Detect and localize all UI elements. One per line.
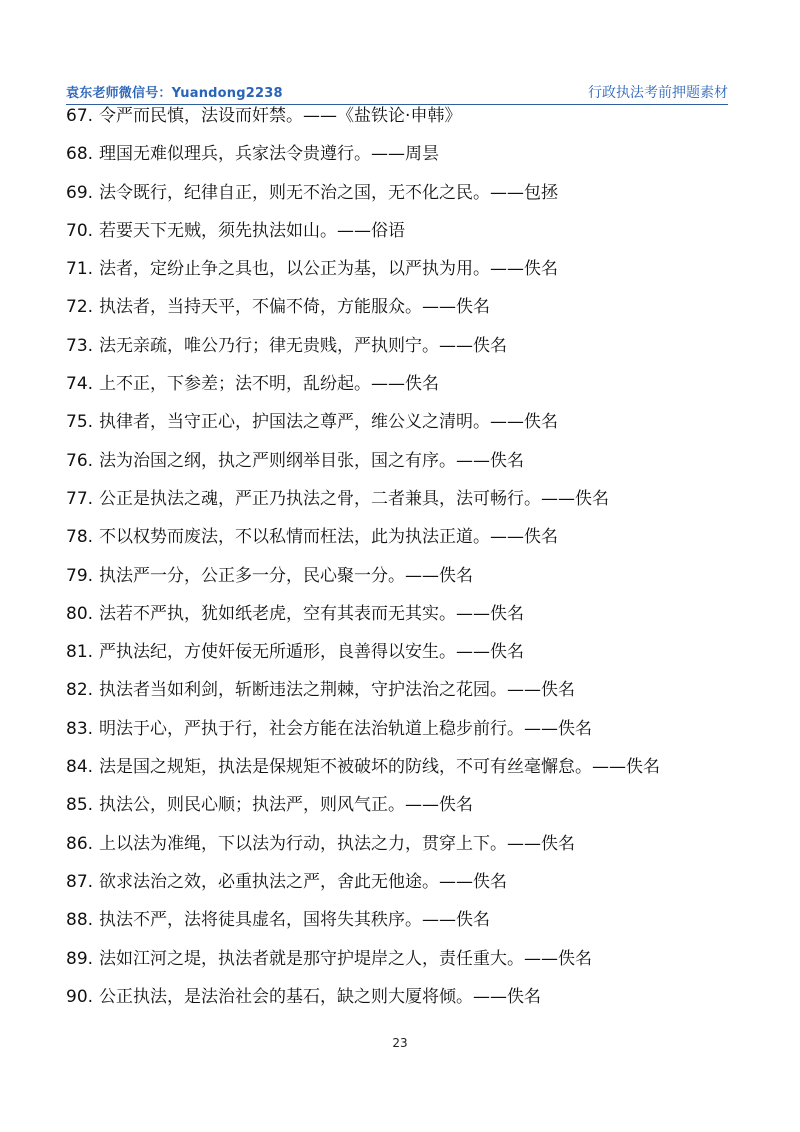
quote-item (66, 334, 756, 372)
quote-text: 法者，定纷止争之具也，以公正为基，以严执为用。——佚名 (99, 259, 559, 280)
quote-number: 85. (66, 795, 94, 816)
quote-text: 执法公，则民心顺；执法严，则风气正。——佚名 (99, 795, 474, 816)
quote-text: 若要天下无贼，须先执法如山。——俗语 (99, 220, 406, 241)
quote-number: 74. (66, 374, 94, 395)
quote-number: 86. (66, 833, 94, 854)
quote-text: 执法严一分，公正多一分，民心聚一分。——佚名 (99, 565, 474, 586)
quote-item (66, 832, 756, 870)
quote-number: 71. (66, 259, 94, 280)
quote-number: 72. (66, 297, 94, 318)
quote-item (66, 449, 756, 487)
quote-number: 80. (66, 603, 94, 624)
quote-text: 明法于心，严执于行，社会方能在法治轨道上稳步前行。——佚名 (99, 718, 593, 739)
quote-item (66, 717, 756, 755)
quote-item (66, 487, 756, 525)
quote-item (66, 257, 756, 295)
quote-item (66, 142, 756, 180)
quote-text: 法无亲疏，唯公乃行；律无贵贱，严执则宁。——佚名 (99, 335, 508, 356)
quote-number: 84. (66, 757, 94, 778)
quote-number: 81. (66, 642, 94, 663)
header-contact: 袁东老师微信号：Yuandong2238 (66, 86, 283, 101)
quote-text: 不以权势而废法，不以私情而枉法，此为执法正道。——佚名 (99, 527, 559, 548)
quote-text: 执法不严，法将徒具虚名，国将失其秩序。——佚名 (99, 910, 491, 931)
quote-text: 严执法纪，方使奸佞无所遁形，良善得以安生。——佚名 (99, 642, 525, 663)
quote-item (66, 985, 756, 1023)
quote-number: 87. (66, 871, 94, 892)
quote-text: 令严而民慎，法设而奸禁。——《盐铁论·申韩》 (99, 106, 462, 126)
quote-text: 法为治国之纲，执之严则纲举目张，国之有序。——佚名 (99, 450, 525, 471)
quote-number: 78. (66, 527, 94, 548)
quote-item (66, 525, 756, 563)
quote-number: 88. (66, 910, 94, 931)
quote-text: 执法者当如利剑，斩断违法之荆棘，守护法治之花园。——佚名 (99, 680, 576, 701)
quote-item (66, 564, 756, 602)
quote-number: 67. (66, 106, 94, 126)
quote-text: 理国无难似理兵，兵家法令贵遵行。——周昙 (99, 144, 440, 165)
quote-text: 法是国之规矩，执法是保规矩不被破坏的防线，不可有丝毫懈怠。——佚名 (99, 757, 661, 778)
quote-text: 执法者，当持天平，不偏不倚，方能服众。——佚名 (99, 297, 491, 318)
page-number: 23 (392, 1036, 408, 1050)
quote-number: 69. (66, 182, 94, 203)
quote-text: 法若不严执，犹如纸老虎，空有其表而无其实。——佚名 (99, 603, 525, 624)
quote-text: 上不正，下参差；法不明，乱纷起。——佚名 (99, 374, 440, 395)
quote-number: 79. (66, 565, 94, 586)
quote-item (66, 295, 756, 333)
quote-number: 76. (66, 450, 94, 471)
quote-text: 上以法为准绳，下以法为行动，执法之力，贯穿上下。——佚名 (99, 833, 576, 854)
quote-text: 公正是执法之魂，严正乃执法之骨，二者兼具，法可畅行。——佚名 (99, 488, 610, 509)
quote-number: 77. (66, 488, 94, 509)
quote-item (66, 678, 756, 716)
quote-item (66, 181, 756, 219)
quote-item (66, 908, 756, 946)
quote-text: 公正执法，是法治社会的基石，缺之则大厦将倾。——佚名 (99, 986, 542, 1007)
quote-item (66, 947, 756, 985)
quote-item (66, 755, 756, 793)
quote-text: 执律者，当守正心，护国法之尊严，维公义之清明。——佚名 (99, 412, 559, 433)
page-header (66, 82, 728, 105)
quote-item (66, 602, 756, 640)
quote-number: 73. (66, 335, 94, 356)
quote-list (66, 104, 756, 1023)
quote-item (66, 640, 756, 678)
quote-number: 89. (66, 948, 94, 969)
quote-text: 法令既行，纪律自正，则无不治之国，无不化之民。——包拯 (99, 182, 559, 203)
header-title: 行政执法考前押题素材 (588, 85, 728, 101)
quote-text: 法如江河之堤，执法者就是那守护堤岸之人，责任重大。——佚名 (99, 948, 593, 969)
quote-number: 75. (66, 412, 94, 433)
quote-item (66, 870, 756, 908)
quote-number: 68. (66, 144, 94, 165)
quote-item (66, 793, 756, 831)
quote-item (66, 219, 756, 257)
quote-number: 83. (66, 718, 94, 739)
quote-item (66, 410, 756, 448)
quote-number: 70. (66, 220, 94, 241)
quote-number: 90. (66, 986, 94, 1007)
quote-text: 欲求法治之效，必重执法之严，舍此无他途。——佚名 (99, 871, 508, 892)
quote-item (66, 104, 756, 142)
quote-item (66, 372, 756, 410)
quote-number: 82. (66, 680, 94, 701)
